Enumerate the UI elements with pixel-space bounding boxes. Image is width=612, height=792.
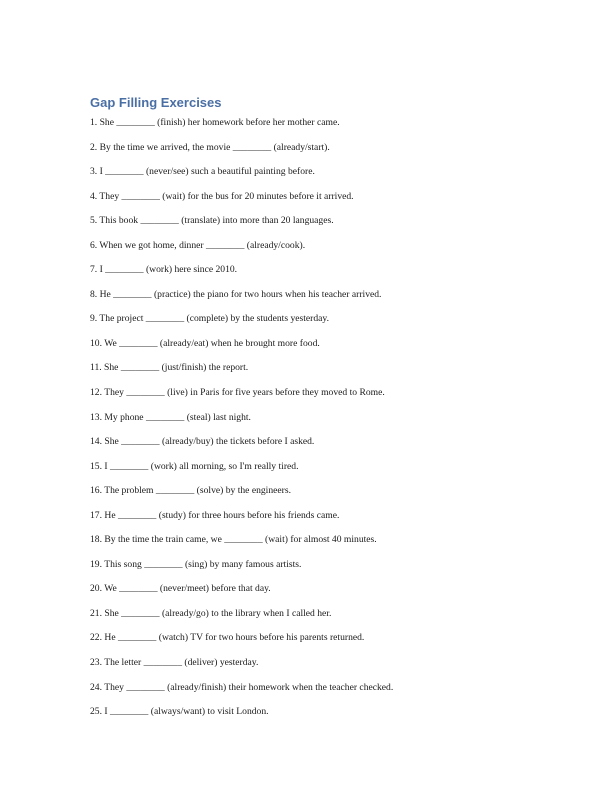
exercise-item: 8. He ________ (practice) the piano for two hours when his teacher arrived. [90, 288, 382, 300]
exercise-item: 14. She ________ (already/buy) the tickets before I asked. [90, 436, 315, 448]
exercise-item: 24. They ________ (already/finish) their homework when the teacher checked. [90, 681, 394, 693]
exercise-item: 7. I ________ (work) here since 2010. [90, 264, 238, 276]
exercise-item: 10. We ________ (already/eat) when he brought more food. [90, 337, 320, 349]
exercise-item: 9. The project ________ (complete) by the students yesterday. [90, 313, 329, 325]
exercise-item: 13. My phone ________ (steal) last night. [90, 411, 251, 423]
exercise-item: 18. By the time the train came, we ________ (wait) for almost 40 minutes. [90, 534, 377, 546]
exercise-item: 16. The problem ________ (solve) by the engineers. [90, 485, 291, 497]
exercise-list [90, 113, 393, 727]
exercise-item: 21. She ________ (already/go) to the library when I called her. [90, 607, 332, 619]
exercise-item: 17. He ________ (study) for three hours before his friends came. [90, 509, 340, 521]
exercise-item: 3. I ________ (never/see) such a beautiful painting before. [90, 166, 315, 178]
exercise-item: 6. When we got home, dinner ________ (already/cook). [90, 239, 306, 251]
exercise-item: 23. The letter ________ (deliver) yesterday. [90, 657, 259, 669]
exercise-item: 4. They ________ (wait) for the bus for 20 minutes before it arrived. [90, 190, 354, 202]
exercise-item: 25. I ________ (always/want) to visit London. [90, 706, 269, 718]
exercise-item: 2. By the time we arrived, the movie ________ (already/start). [90, 141, 330, 153]
exercise-item: 19. This song ________ (sing) by many famous artists. [90, 558, 302, 570]
exercise-item: 15. I ________ (work) all morning, so I'm really tired. [90, 460, 299, 472]
exercise-item: 1. She ________ (finish) her homework before her mother came. [90, 117, 340, 128]
exercise-item: 11. She ________ (just/finish) the report. [90, 362, 249, 374]
exercise-item: 12. They ________ (live) in Paris for five years before they moved to Rome. [90, 387, 385, 399]
exercise-item: 5. This book ________ (translate) into more than 20 languages. [90, 215, 334, 227]
exercise-item: 22. He ________ (watch) TV for two hours before his parents returned. [90, 632, 365, 644]
page-title: Gap Filling Exercises [90, 95, 222, 110]
exercise-item: 20. We ________ (never/meet) before that day. [90, 583, 271, 595]
